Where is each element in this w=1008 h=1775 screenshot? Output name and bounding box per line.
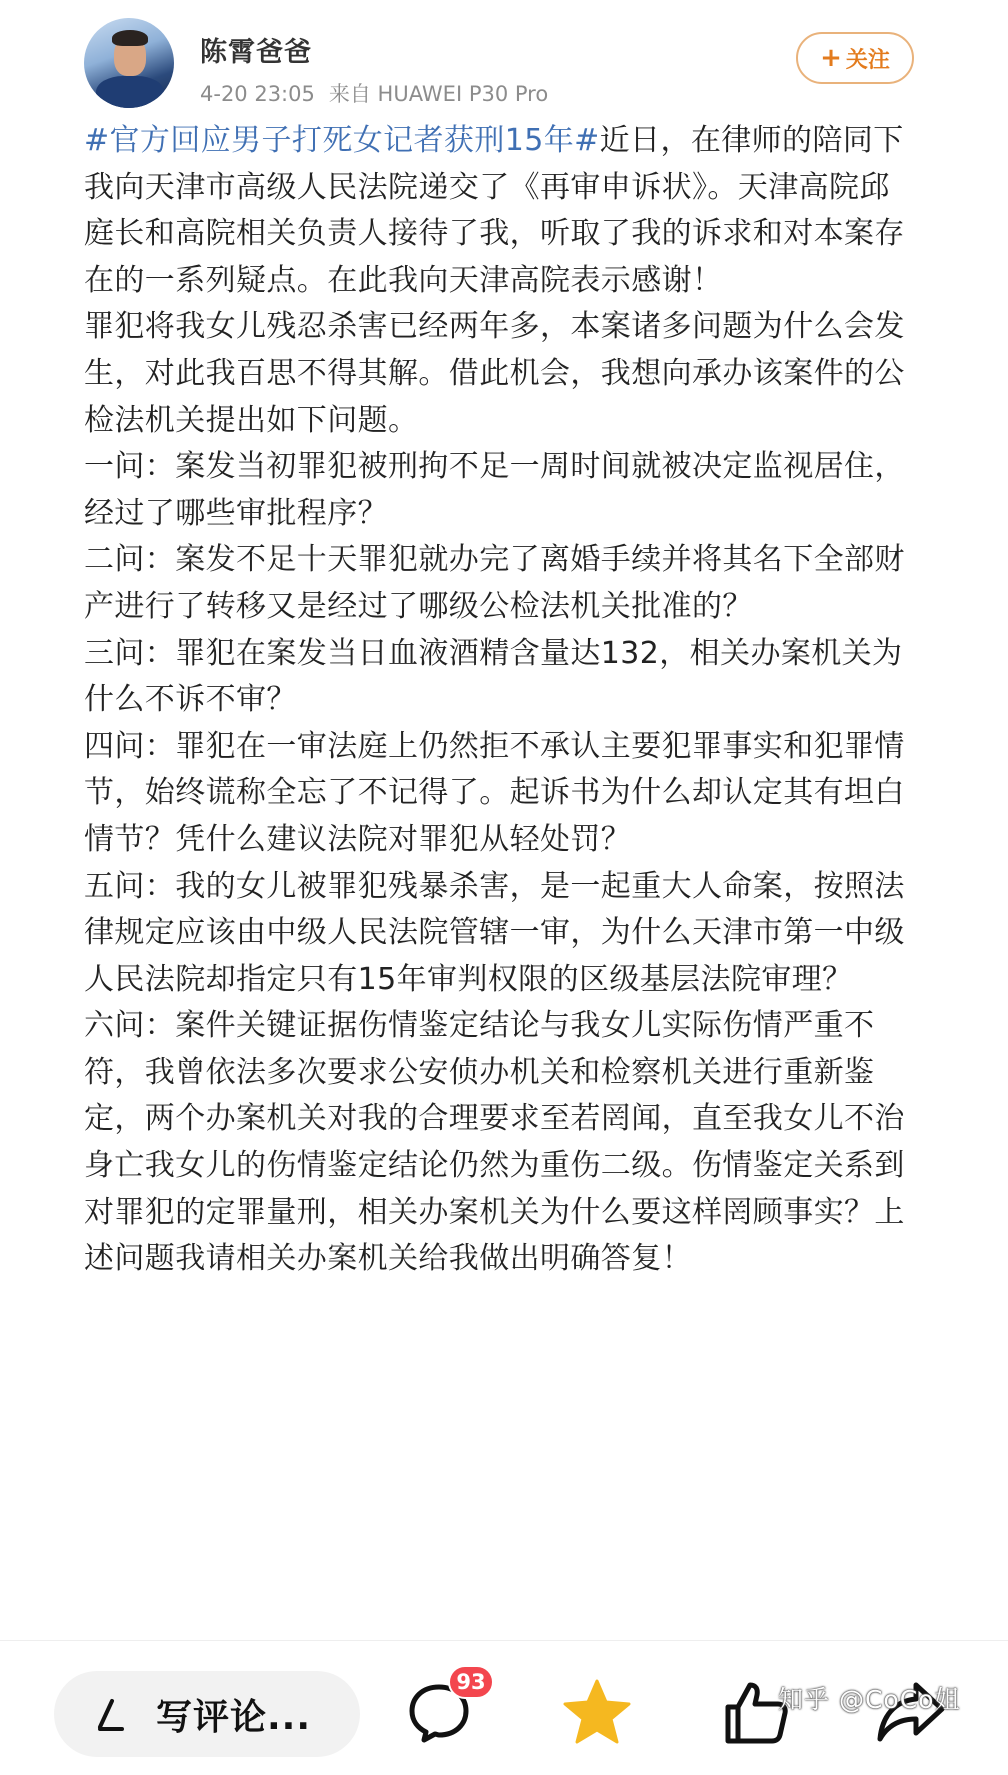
question-4: 四问：罪犯在一审法庭上仍然拒不承认主要犯罪事实和犯罪情节，始终谎称全忘了不记得了。起诉书为什么却认定其有坦白情节？凭什么建议法院对罪犯从轻处罚？ <box>84 728 905 857</box>
hashtag-link[interactable]: #官方回应男子打死女记者获刑15年# <box>84 123 600 158</box>
comment-count-badge: 93 <box>448 1665 494 1699</box>
question-1: 一问：案发当初罪犯被刑拘不足一周时间就被决定监视居住，经过了哪些审批程序？ <box>84 449 905 531</box>
post-paragraph: 罪犯将我女儿残忍杀害已经两年多，本案诸多问题为什么会发生，对此我百思不得其解。借此机会，我想向承办该案件的公检法机关提出如下问题。 <box>84 309 905 438</box>
post-body <box>84 118 920 1283</box>
post-source: 来自 HUAWEI P30 Pro <box>328 82 549 106</box>
post-meta <box>200 78 562 108</box>
plus-icon: + <box>820 43 842 73</box>
pen-icon <box>90 1695 130 1735</box>
avatar[interactable] <box>84 18 174 108</box>
post-paragraph <box>84 118 920 304</box>
question-5: 五问：我的女儿被罪犯残暴杀害，是一起重大人命案，按照法律规定应该由中级人民法院管辖一审，为什么天津市第一中级人民法院却指定只有15年审判权限的区级基层法院审理？ <box>84 868 905 997</box>
comment-placeholder: 写评论... <box>156 1697 312 1738</box>
follow-label: 关注 <box>845 47 890 73</box>
post-intro: 近日，在律师的陪同下我向天津市高级人民法院递交了《再审申诉状》。天津高院邱庭长和高院相关负责人接待了我，听取了我的诉求和对本案存在的一系列疑点。在此我向天津高院表示感谢！ <box>84 123 905 298</box>
question-6: 六问：案件关键证据伤情鉴定结论与我女儿实际伤情严重不符，我曾依法多次要求公安侦办机关和检察机关进行重新鉴定，两个办案机关对我的合理要求至若罔闻，直至我女儿不治身亡我女儿的伤情鉴定结论仍然为重伤二级。伤情鉴定关系到对罪犯的定罪量刑，相关办案机关为什么要这样罔顾事实？上述问题我请相关办案机关给我做出明确答复！ <box>84 1008 905 1277</box>
comment-input[interactable] <box>54 1671 360 1757</box>
question-3: 三问：罪犯在案发当日血液酒精含量达132，相关办案机关为什么不诉不审？ <box>84 635 903 718</box>
follow-button[interactable] <box>796 32 914 84</box>
post-time: 4-20 23:05 <box>200 82 315 106</box>
watermark: 知乎 @CoCo姐 <box>778 1685 961 1714</box>
question-2: 二问：案发不足十天罪犯就办完了离婚手续并将其名下全部财产进行了转移又是经过了哪级公检法机关批准的？ <box>84 542 905 624</box>
author-name[interactable]: 陈霄爸爸 <box>200 37 312 68</box>
star-icon[interactable] <box>562 1677 632 1747</box>
